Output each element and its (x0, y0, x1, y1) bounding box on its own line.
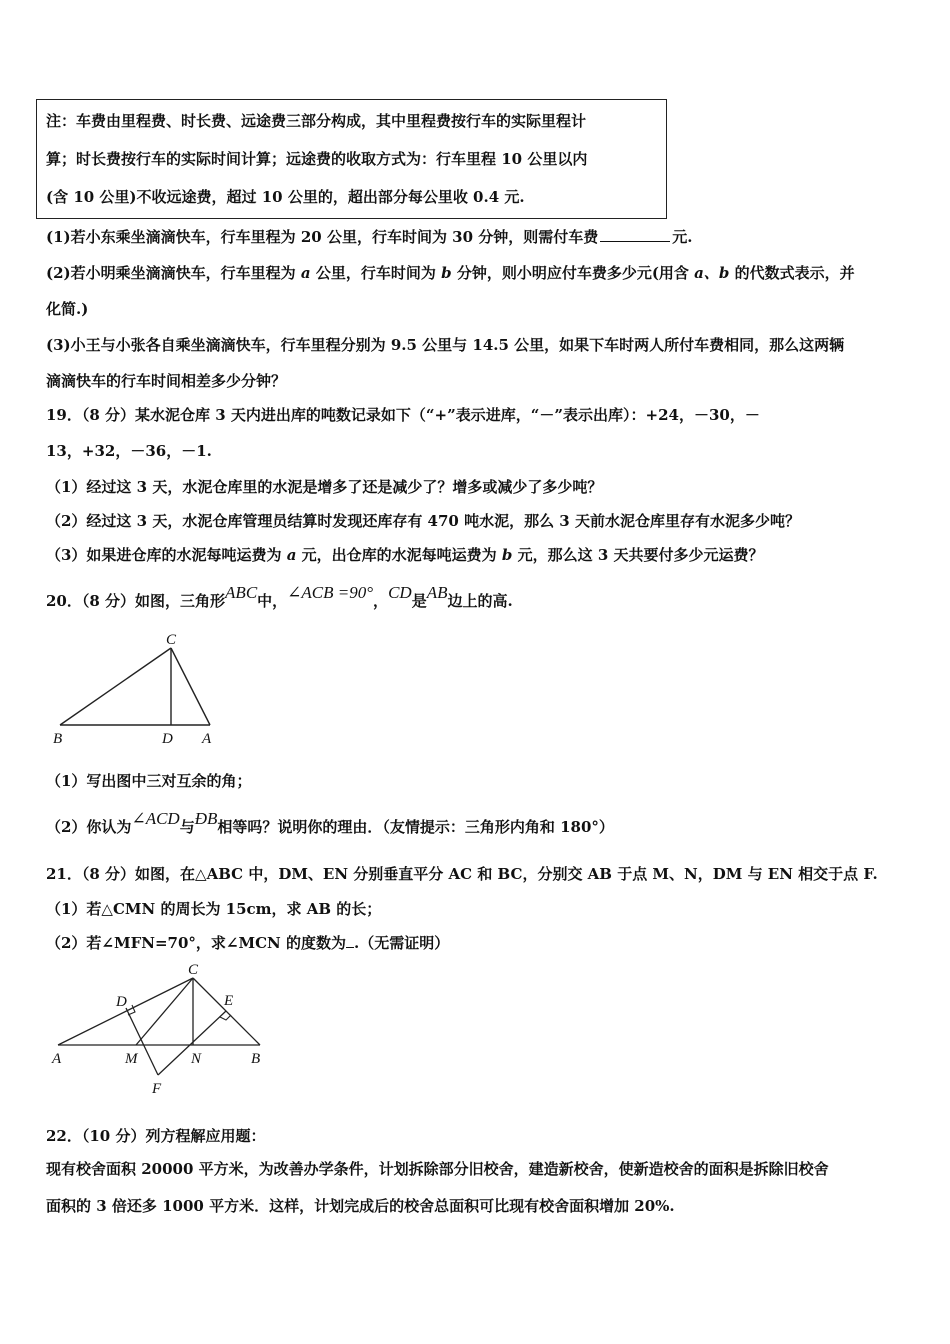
q19-sub3 (46, 544, 764, 565)
label-b: B (53, 731, 63, 747)
label-d: D (116, 994, 127, 1010)
q18-part3: (3)小王与小张各自乘坐滴滴快车，行车里程分别为 9.5 公里与 14.5 公里，如果下车时两人所付车费相同，那么这两辆 (46, 336, 845, 354)
q18-part2-text-b: 公里，行车时间为 (315, 264, 436, 282)
q21-sub1: （1）若△CMN 的周长为 15cm，求 AB 的长； (46, 900, 382, 918)
label-d: D (162, 731, 173, 747)
q20-sub1: （1）写出图中三对互余的角； (46, 772, 252, 790)
math-angle-acd: ∠ACD (131, 809, 180, 828)
q22-body-1: 现有校舍面积 20000 平方米，为改善办学条件，计划拆除部分旧校舍，建造新校舍，使新造校舍的面积是拆除旧校舍 (46, 1160, 829, 1178)
side-bc (60, 648, 171, 725)
q19-sub3-text-a: （3）如果进仓库的水泥每吨运费为 (46, 546, 282, 564)
q19-sub3-text-c: 元，那么这 3 天共要付多少元运费？ (517, 546, 764, 564)
q22-stem: 22．（10 分）列方程解应用题： (46, 1127, 266, 1145)
label-n: N (191, 1051, 202, 1067)
var-a: a (286, 546, 297, 564)
q18-part2-text-a: (2)若小明乘坐滴滴快车，行车里程为 (46, 264, 296, 282)
q19-sub1: （1）经过这 3 天，水泥仓库里的水泥是增多了还是减少了？增多或减少了多少吨？ (46, 478, 603, 496)
note-line-1: 注：车费由里程费、时长费、远途费三部分构成，其中里程费按行车的实际里程计 (46, 112, 587, 130)
q20-sub2-text-b: 与 (179, 818, 195, 836)
q21-stem: 21．（8 分）如图，在△ABC 中，DM、EN 分别垂直平分 AC 和 BC，分别交 AB 于点 M、N，DM 与 EN 相交于点 F. (46, 865, 878, 883)
math-cd: CD (388, 583, 412, 602)
side-ac (58, 978, 193, 1045)
label-f: F (152, 1081, 162, 1097)
q20-sub2-text-c: 相等吗？说明你的理由．（友情提示：三角形内角和 180°） (217, 818, 614, 836)
q19-stem: 19．（8 分）某水泥仓库 3 天内进出库的吨数记录如下（“+”表示进库，“－”表示出库）：+24，－30，－ (46, 406, 760, 424)
q19-sub3-text-b: 元，出仓库的水泥每吨运费为 (301, 546, 497, 564)
label-c: C (188, 962, 199, 978)
q20-sub2 (46, 809, 614, 837)
side-ca (171, 648, 210, 725)
label-a: A (202, 731, 212, 747)
q22-body-2: 面积的 3 倍还多 1000 平方米．这样，计划完成后的校舍总面积可比现有校舍面积增加 20%. (46, 1197, 675, 1215)
q20-sub2-text-a: （2）你认为 (46, 818, 132, 836)
q21-triangle-figure (48, 960, 278, 1100)
math-angle-b: ÐB (194, 809, 218, 828)
segment-cm (136, 978, 193, 1045)
q19-sub2: （2）经过这 3 天，水泥仓库管理员结算时发现还库存有 470 吨水泥，那么 3 天前水泥仓库里存有水泥多少吨？ (46, 512, 800, 530)
q18-part2-text-c: 分钟，则小明应付车费多少元(用含 (456, 264, 689, 282)
q20-text-a: 20．（8 分）如图，三角形 (46, 592, 226, 610)
math-angle-acb: ∠ACB =90° (287, 583, 374, 602)
q18-part2 (46, 262, 855, 283)
q21-sub2-text-b: .（无需证明） (353, 934, 450, 952)
q21-sub2-text-a: （2）若∠MFN=70°，求∠MCN 的度数为 (46, 934, 346, 952)
q19-stem-cont: 13，+32，－36，－1. (46, 442, 212, 460)
var-ab: a、b (694, 264, 730, 282)
q20-triangle-figure (50, 628, 225, 748)
q18-part2-cont: 化简.) (46, 300, 89, 318)
label-c: C (166, 632, 177, 648)
math-abc: ABC (225, 583, 258, 602)
q20-text-d: 是 (411, 592, 427, 610)
var-b: b (501, 546, 513, 564)
math-ab: AB (426, 583, 448, 602)
answer-blank (600, 227, 670, 242)
note-line-3: (含 10 公里)不收远途费，超过 10 公里的，超出部分每公里收 0.4 元. (46, 188, 525, 206)
label-e: E (224, 993, 234, 1009)
side-cb (193, 978, 260, 1045)
label-a: A (52, 1051, 62, 1067)
q18-part1-text: (1)若小东乘坐滴滴快车，行车里程为 20 公里，行车时间为 30 分钟，则需付车费 (46, 228, 599, 246)
q18-part2-text-d: 的代数式表示，并 (734, 264, 855, 282)
var-a: a (300, 264, 311, 282)
q20-text-c: ， (373, 592, 389, 610)
q18-part1 (46, 226, 693, 247)
label-b: B (251, 1051, 261, 1067)
answer-blank (346, 933, 354, 948)
q18-part1-unit: 元. (672, 228, 693, 246)
label-m: M (125, 1051, 138, 1067)
q20-text-e: 边上的高. (447, 592, 513, 610)
note-line-2: 算；时长费按行车的实际时间计算；远途费的收取方式为：行车里程 10 公里以内 (46, 150, 588, 168)
q18-part3-cont: 滴滴快车的行车时间相差多少分钟？ (46, 372, 287, 390)
q20-text-b: 中， (257, 592, 288, 610)
q20-stem (46, 583, 513, 611)
var-b: b (441, 264, 452, 282)
q21-sub2 (46, 932, 449, 953)
